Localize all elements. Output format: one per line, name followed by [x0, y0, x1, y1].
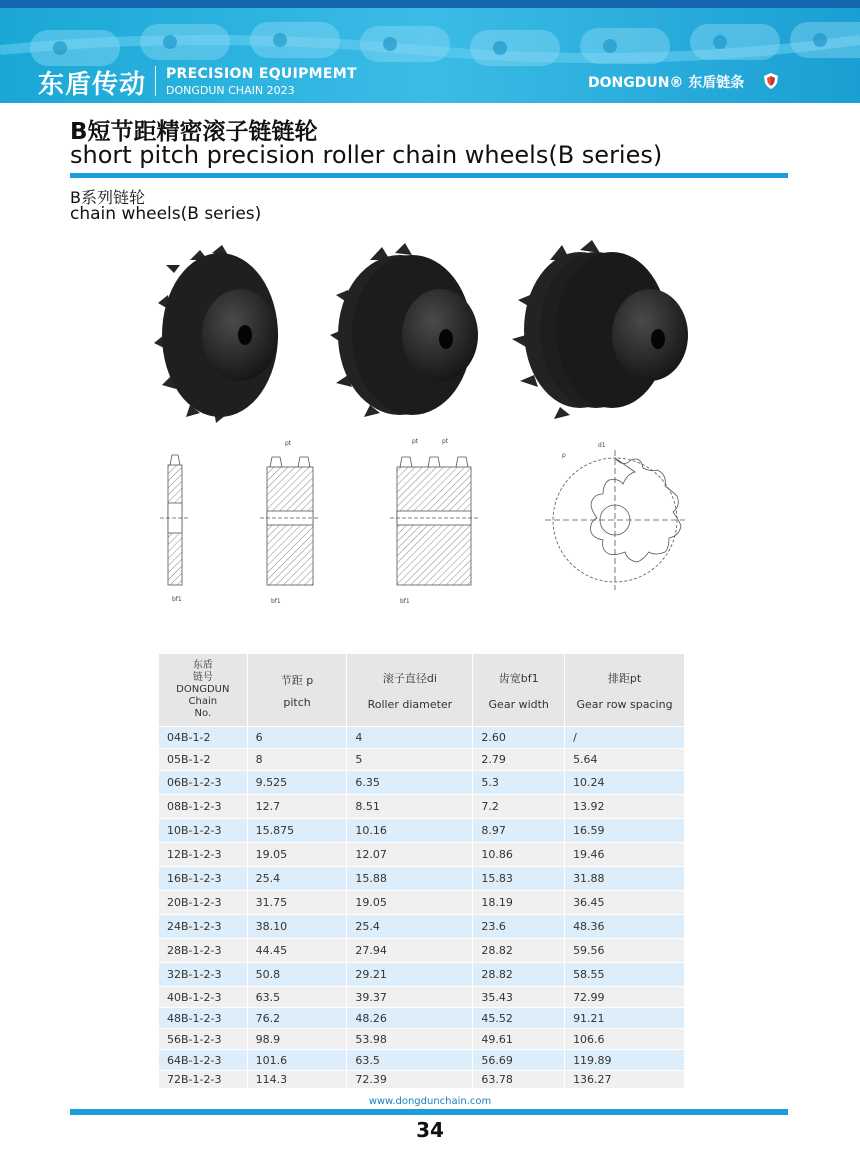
table-cell: 63.78 — [473, 1071, 565, 1089]
table-cell: 8.97 — [473, 819, 565, 843]
table-cell: 08B-1-2-3 — [159, 795, 248, 819]
table-cell: 28.82 — [473, 963, 565, 987]
website-url: www.dongdunchain.com — [368, 1096, 492, 1107]
brand-name-cn: 东盾传动 — [38, 70, 147, 100]
table-cell: 48B-1-2-3 — [159, 1008, 248, 1029]
header-banner — [0, 0, 860, 103]
table-row — [159, 795, 685, 819]
table-cell: 04B-1-2 — [159, 727, 248, 749]
table-header-row — [159, 654, 685, 727]
table-row — [159, 939, 685, 963]
triple-sprocket-image — [512, 240, 688, 419]
spec-table — [158, 653, 685, 1089]
table-cell: 31.88 — [565, 867, 685, 891]
table-cell: 2.60 — [473, 727, 565, 749]
table-cell: 4 — [347, 727, 473, 749]
table-cell: 20B-1-2-3 — [159, 891, 248, 915]
label-pt-double: pt — [285, 440, 292, 447]
table-cell: 5 — [347, 749, 473, 771]
table-cell: 32B-1-2-3 — [159, 963, 248, 987]
table-row — [159, 1008, 685, 1029]
banner-top-line — [0, 0, 860, 8]
table-row — [159, 915, 685, 939]
table-cell: 40B-1-2-3 — [159, 987, 248, 1008]
table-row — [159, 771, 685, 795]
brand-logo-text: DONGDUN® 东盾链条 — [588, 75, 745, 91]
table-row — [159, 843, 685, 867]
table-cell: 119.89 — [565, 1050, 685, 1071]
table-cell: 31.75 — [247, 891, 347, 915]
table-cell: 29.21 — [347, 963, 473, 987]
table-cell: 15.83 — [473, 867, 565, 891]
table-cell: 8.51 — [347, 795, 473, 819]
table-cell: 15.88 — [347, 867, 473, 891]
table-cell: 5.64 — [565, 749, 685, 771]
table-row — [159, 749, 685, 771]
table-cell: 19.05 — [247, 843, 347, 867]
double-section-drawing — [260, 457, 320, 585]
label-bf1-single: bf1 — [172, 596, 182, 603]
table-row — [159, 867, 685, 891]
table-cell: 101.6 — [247, 1050, 347, 1071]
table-cell: 72.99 — [565, 987, 685, 1008]
brand-tagline: PRECISION EQUIPMEMT — [166, 66, 357, 82]
table-cell: 9.525 — [247, 771, 347, 795]
table-cell: 10.86 — [473, 843, 565, 867]
table-row — [159, 727, 685, 749]
label-pt-triple-2: pt — [442, 438, 449, 445]
table-cell: 53.98 — [347, 1029, 473, 1050]
table-cell: 15.875 — [247, 819, 347, 843]
sprocket-technical-drawings — [150, 435, 710, 610]
table-row — [159, 1071, 685, 1089]
table-cell: 12B-1-2-3 — [159, 843, 248, 867]
table-row — [159, 987, 685, 1008]
table-cell: 76.2 — [247, 1008, 347, 1029]
table-cell: 63.5 — [347, 1050, 473, 1071]
table-cell: 12.07 — [347, 843, 473, 867]
header-row-spacing: 排距pt Gear row spacing — [565, 654, 685, 727]
table-cell: 10.24 — [565, 771, 685, 795]
label-d1: d1 — [598, 442, 606, 449]
table-cell: 23.6 — [473, 915, 565, 939]
single-section-drawing — [160, 455, 190, 585]
table-cell: 49.61 — [473, 1029, 565, 1050]
section-title-cn: B系列链轮 — [70, 188, 145, 207]
table-cell: 45.52 — [473, 1008, 565, 1029]
table-row — [159, 1029, 685, 1050]
table-cell: 58.55 — [565, 963, 685, 987]
table-cell: 39.37 — [347, 987, 473, 1008]
table-cell: 56.69 — [473, 1050, 565, 1071]
table-cell: 10B-1-2-3 — [159, 819, 248, 843]
header-gear-width: 齿宽bf1 Gear width — [473, 654, 565, 727]
table-cell: 06B-1-2-3 — [159, 771, 248, 795]
table-cell: 59.56 — [565, 939, 685, 963]
table-cell: 56B-1-2-3 — [159, 1029, 248, 1050]
table-cell: 98.9 — [247, 1029, 347, 1050]
table-cell: 18.19 — [473, 891, 565, 915]
table-cell: 13.92 — [565, 795, 685, 819]
table-row — [159, 1050, 685, 1071]
table-cell: 38.10 — [247, 915, 347, 939]
table-cell: 72B-1-2-3 — [159, 1071, 248, 1089]
table-cell: 50.8 — [247, 963, 347, 987]
table-cell: 10.16 — [347, 819, 473, 843]
table-cell: 6.35 — [347, 771, 473, 795]
table-cell: 91.21 — [565, 1008, 685, 1029]
brand-subtitle: DONGDUN CHAIN 2023 — [166, 84, 295, 97]
footer-divider — [70, 1109, 788, 1115]
sprocket-photos — [150, 235, 710, 435]
table-cell: 48.26 — [347, 1008, 473, 1029]
label-pt-triple-1: pt — [412, 438, 419, 445]
table-cell: 64B-1-2-3 — [159, 1050, 248, 1071]
table-cell: 36.45 — [565, 891, 685, 915]
page-title-cn: B短节距精密滚子链链轮 — [70, 119, 318, 145]
table-cell: 25.4 — [347, 915, 473, 939]
table-cell: 05B-1-2 — [159, 749, 248, 771]
label-p: p — [562, 452, 566, 459]
table-cell: 35.43 — [473, 987, 565, 1008]
table-cell: 7.2 — [473, 795, 565, 819]
table-cell: 48.36 — [565, 915, 685, 939]
shield-icon — [764, 73, 778, 89]
table-cell: 106.6 — [565, 1029, 685, 1050]
table-cell: 19.46 — [565, 843, 685, 867]
section-title-en: chain wheels(B series) — [70, 204, 262, 224]
table-cell: 16B-1-2-3 — [159, 867, 248, 891]
table-cell: 12.7 — [247, 795, 347, 819]
header-chain-no: 东盾 链号 DONGDUN Chain No. — [159, 654, 248, 727]
table-cell: 72.39 — [347, 1071, 473, 1089]
brand-divider — [155, 66, 156, 96]
table-cell: 44.45 — [247, 939, 347, 963]
table-row — [159, 963, 685, 987]
table-cell: 19.05 — [347, 891, 473, 915]
table-cell: 2.79 — [473, 749, 565, 771]
table-cell: 63.5 — [247, 987, 347, 1008]
table-cell: 28B-1-2-3 — [159, 939, 248, 963]
label-bf1-double: bf1 — [271, 598, 281, 605]
single-sprocket-image — [154, 245, 278, 423]
header-pitch: 节距 p pitch — [247, 654, 347, 727]
table-cell: 8 — [247, 749, 347, 771]
table-cell: / — [565, 727, 685, 749]
table-row — [159, 891, 685, 915]
table-cell: 24B-1-2-3 — [159, 915, 248, 939]
table-cell: 27.94 — [347, 939, 473, 963]
table-cell: 28.82 — [473, 939, 565, 963]
title-divider — [70, 173, 788, 178]
table-cell: 16.59 — [565, 819, 685, 843]
table-cell: 6 — [247, 727, 347, 749]
table-row — [159, 819, 685, 843]
triple-section-drawing — [390, 457, 480, 585]
double-sprocket-image — [330, 243, 478, 417]
page-title-en: short pitch precision roller chain wheels(B series) — [70, 141, 663, 169]
table-cell: 25.4 — [247, 867, 347, 891]
table-cell: 5.3 — [473, 771, 565, 795]
table-cell: 114.3 — [247, 1071, 347, 1089]
sprocket-front-view — [545, 450, 685, 590]
label-bf1-triple: bf1 — [400, 598, 410, 605]
header-roller-diameter: 滚子直径di Roller diameter — [347, 654, 473, 727]
page-number: 34 — [416, 1118, 444, 1142]
table-cell: 136.27 — [565, 1071, 685, 1089]
